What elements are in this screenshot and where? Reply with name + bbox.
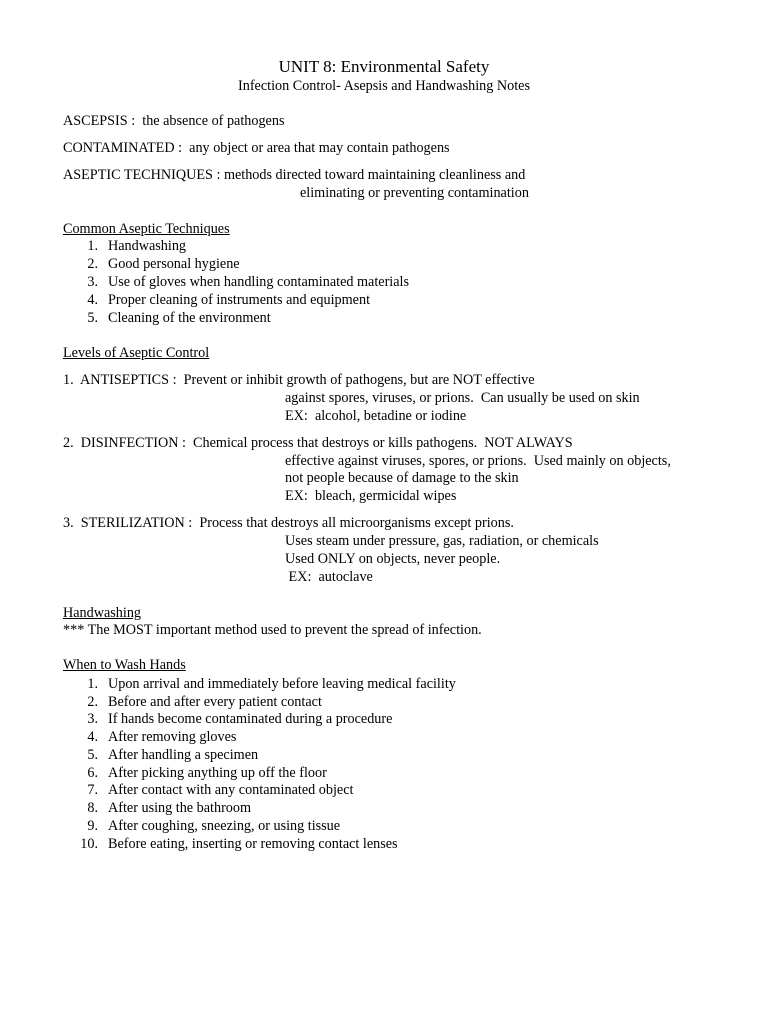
list-number: 4. [87, 729, 98, 745]
disinfection-continuation: not people because of damage to the skin [285, 470, 519, 486]
list-item: Proper cleaning of instruments and equipment [108, 292, 371, 308]
section-heading-handwashing: Handwashing [63, 605, 142, 621]
antiseptics-lead: 1. ANTISEPTICS : Prevent or inhibit growth of pathogens, but are NOT effective [63, 372, 535, 388]
list-number: 3. [87, 711, 98, 727]
definition-text: methods directed toward maintaining cleanliness and [223, 167, 526, 183]
sterilization-example: EX: autoclave [285, 569, 373, 585]
sterilization-continuation: Used ONLY on objects, never people. [285, 551, 501, 567]
list-item: Before eating, inserting or removing contact lenses [108, 836, 398, 852]
list-item: Cleaning of the environment [108, 310, 271, 326]
disinfection-continuation: effective against viruses, spores, or prions. Used mainly on objects, [285, 453, 671, 469]
sterilization-continuation: Uses steam under pressure, gas, radiation, or chemicals [285, 533, 599, 549]
antiseptics-continuation: against spores, viruses, or prions. Can usually be used on skin [285, 390, 640, 406]
list-number: 9. [87, 818, 98, 834]
list-number: 5. [87, 747, 98, 763]
definition-term: CONTAMINATED : [63, 140, 183, 156]
list-item: After picking anything up off the floor [108, 765, 327, 781]
list-number: 1. [87, 238, 98, 254]
definition-contaminated [63, 139, 450, 157]
disinfection-example: EX: bleach, germicidal wipes [285, 488, 457, 504]
list-item: After handling a specimen [108, 747, 259, 763]
section-heading-levels: Levels of Aseptic Control [63, 345, 210, 361]
list-number: 7. [87, 782, 98, 798]
list-number: 5. [87, 310, 98, 326]
list-number: 6. [87, 765, 98, 781]
list-item: After using the bathroom [108, 800, 252, 816]
list-item: Handwashing [108, 238, 187, 254]
section-heading-when-to-wash: When to Wash Hands [63, 657, 186, 673]
list-number: 2. [87, 694, 98, 710]
section-heading-common-techniques: Common Aseptic Techniques [63, 221, 230, 237]
list-number: 8. [87, 800, 98, 816]
sterilization-lead: 3. STERILIZATION : Process that destroys all microorganisms except prions. [63, 515, 514, 531]
definition-term: ASEPTIC TECHNIQUES : [63, 167, 221, 183]
list-item: Good personal hygiene [108, 256, 240, 272]
list-item: After contact with any contaminated object [108, 782, 354, 798]
list-item: If hands become contaminated during a procedure [108, 711, 393, 727]
list-number: 4. [87, 292, 98, 308]
page-title: UNIT 8: Environmental Safety [278, 57, 490, 76]
definition-term: ASCEPSIS : [63, 113, 136, 129]
list-number: 10. [80, 836, 98, 852]
definition-text: any object or area that may contain pathogens [189, 140, 450, 156]
definition-text: the absence of pathogens [142, 113, 285, 129]
list-item: Upon arrival and immediately before leaving medical facility [108, 676, 456, 692]
definition-aseptic-techniques [63, 166, 525, 184]
list-item: Use of gloves when handling contaminated materials [108, 274, 410, 290]
list-number: 1. [87, 676, 98, 692]
handwashing-note: *** The MOST important method used to prevent the spread of infection. [63, 622, 482, 638]
list-item: After coughing, sneezing, or using tissue [108, 818, 341, 834]
page-subtitle: Infection Control- Asepsis and Handwashing Notes [238, 78, 530, 94]
list-number: 3. [87, 274, 98, 290]
list-item: Before and after every patient contact [108, 694, 322, 710]
definition-continuation: eliminating or preventing contamination [300, 185, 529, 201]
disinfection-lead: 2. DISINFECTION : Chemical process that destroys or kills pathogens. NOT ALWAYS [63, 435, 573, 451]
list-number: 2. [87, 256, 98, 272]
antiseptics-example: EX: alcohol, betadine or iodine [285, 408, 467, 424]
list-item: After removing gloves [108, 729, 237, 745]
definition-ascepsis [63, 112, 284, 130]
